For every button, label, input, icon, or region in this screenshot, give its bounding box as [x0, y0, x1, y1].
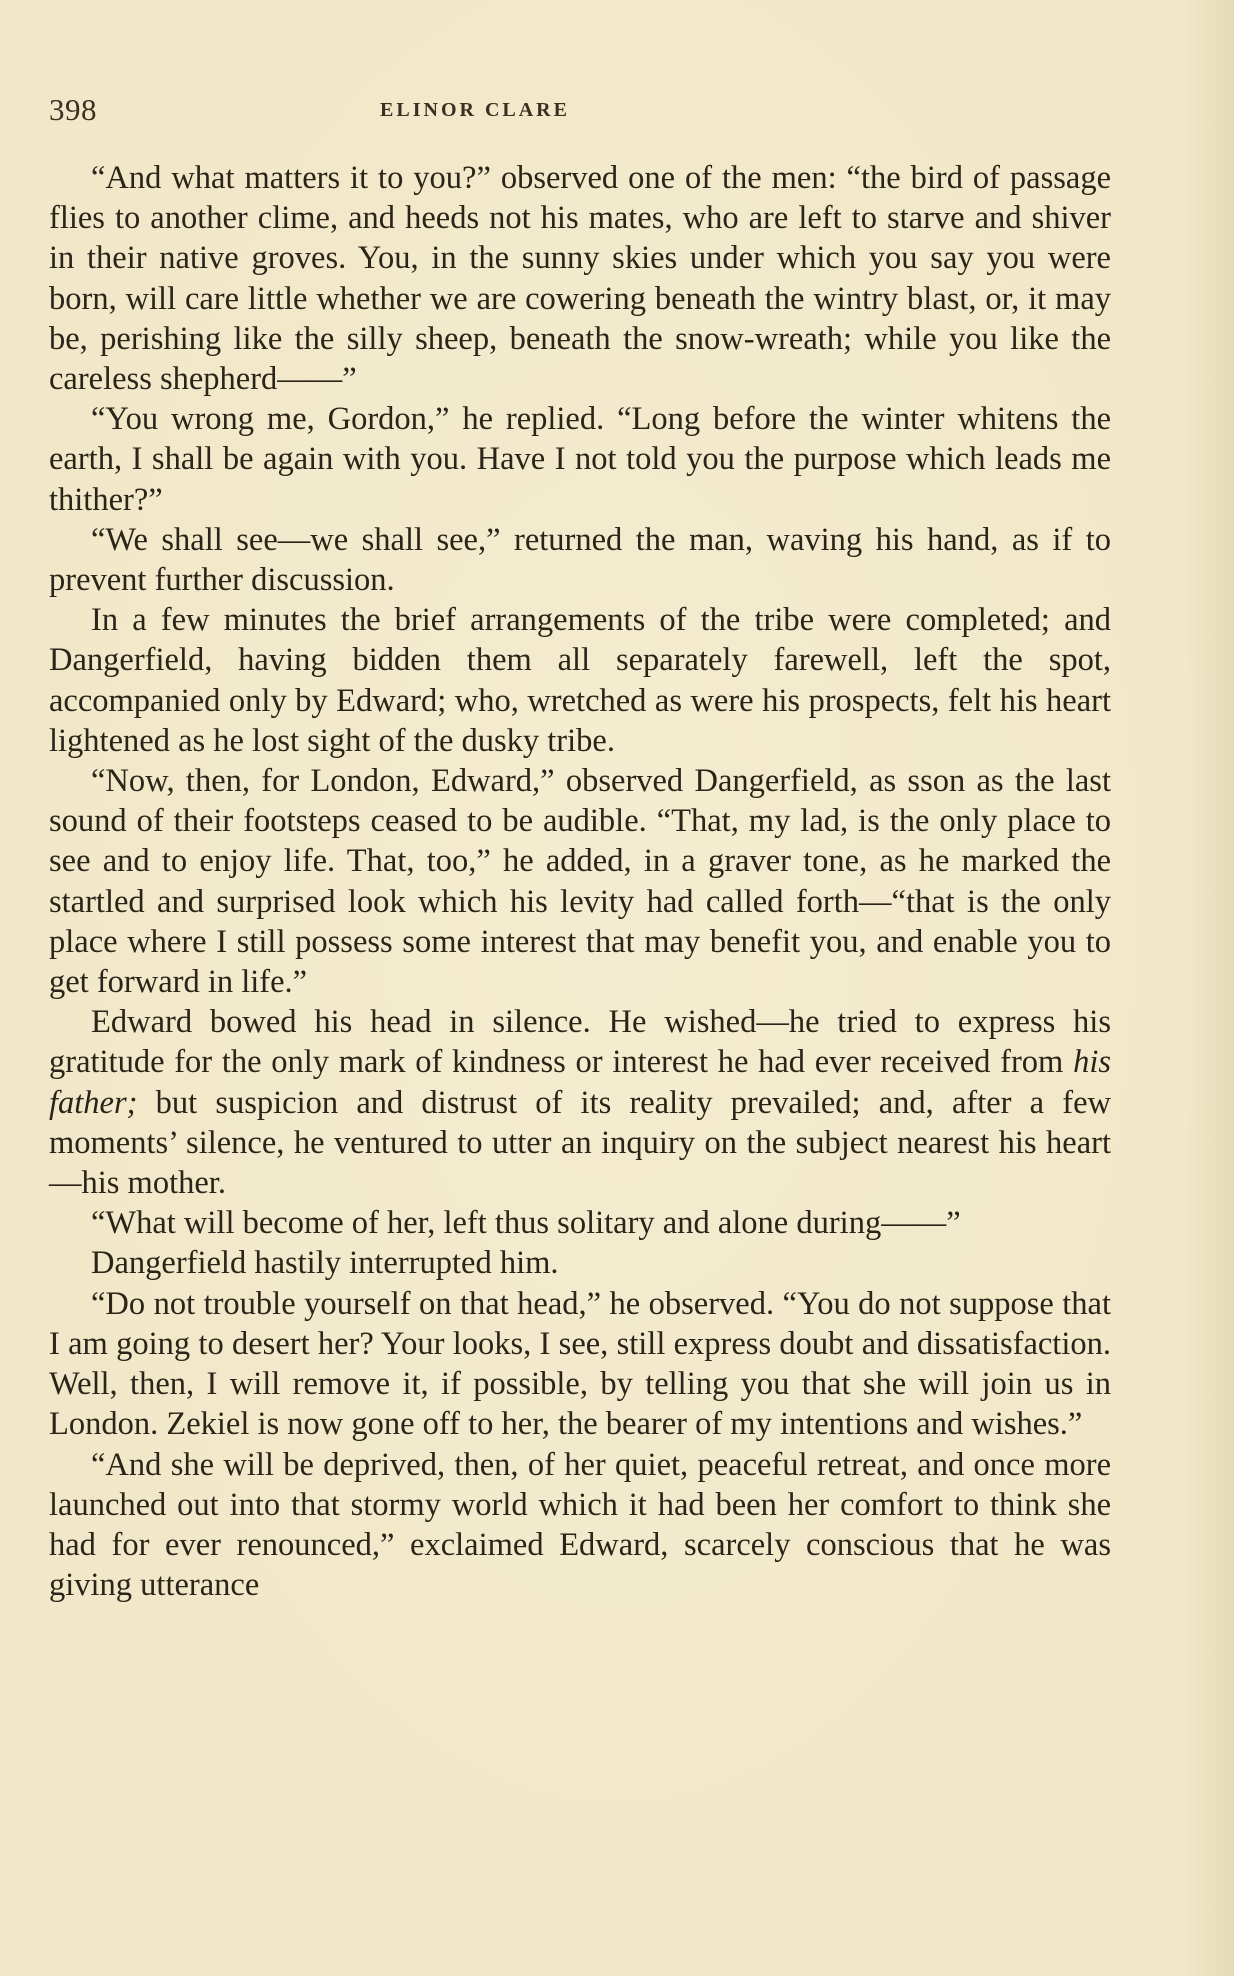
- page-number: 398: [49, 92, 97, 127]
- paragraph: “You wrong me, Gordon,” he replied. “Long before the winter whitens the earth, I shall be again with you. Have I not told you the purpose which leads me thither?”: [49, 401, 1111, 518]
- paragraph: “And she will be deprived, then, of her quiet, peaceful retreat, and once more launched out into that stormy world which it had been her comfort to think she had for ever renounced,” exclaimed Edward, scarcely conscious that he was giving utterance: [49, 1446, 1111, 1604]
- paragraph: “And what matters it to you?” observed one of the men: “the bird of passage flies to another clime, and heeds not his mates, who are left to starve and shiver in their native groves. You, in the sunny skies under which you say you were born, will care little whether we are cowering beneath the wintry blast, or, it may be, perishing like the silly sheep, beneath the snow-wreath; while you like the careless shepherd——”: [49, 160, 1111, 398]
- paragraph: In a few minutes the brief arrangements of the tribe were completed; and Dangerfield, having bidden them all separately farewell, left the spot, accompanied only by Edward; who, wretched as were his prospects, felt his heart lightened as he lost sight of the dusky tribe.: [49, 602, 1111, 759]
- book-page: [49, 92, 1111, 1605]
- body-text: [49, 158, 1111, 1605]
- paragraph: “Do not trouble yourself on that head,” he observed. “You do not suppose that I am going to desert her? Your looks, I see, still express doubt and dissatisfaction. Well, then, I will remove it, if possible, by telling you that she will join us in London. Zekiel is now gone off to her, the bearer of my intentions and wishes.”: [49, 1285, 1111, 1443]
- paragraph: “What will become of her, left thus solitary and alone during——”: [91, 1205, 961, 1242]
- running-title: ELINOR CLARE: [380, 99, 570, 121]
- paragraph: “Now, then, for London, Edward,” observed Dangerfield, as sson as the last sound of their footsteps ceased to be audible. “That, my lad, is the only place to see and to enjoy life. That, too,” he added, in a graver tone, as he marked the startled and surprised look which his levity had called forth—“that is the only place where I still possess some interest that may benefit you, and enable you to get forward in life.”: [49, 763, 1111, 1001]
- paragraph-text: but suspicion and distrust of its reality prevailed; and, after a few moments’ silence, he ventured to utter an inquiry on the subject nearest his heart—his mother.: [49, 1084, 1111, 1202]
- paragraph: Dangerfield hastily interrupted him.: [91, 1245, 559, 1282]
- running-head: [49, 92, 1111, 142]
- paragraph: “We shall see—we shall see,” returned the man, waving his hand, as if to prevent further discussion.: [49, 521, 1111, 599]
- italic-phrase: his father;: [49, 1044, 1111, 1121]
- paragraph: [49, 1002, 1111, 1203]
- paragraph-text: Edward bowed his head in silence. He wished—he tried to express his gratitude for the only mark of kindness or interest he had ever received from: [49, 1004, 1111, 1081]
